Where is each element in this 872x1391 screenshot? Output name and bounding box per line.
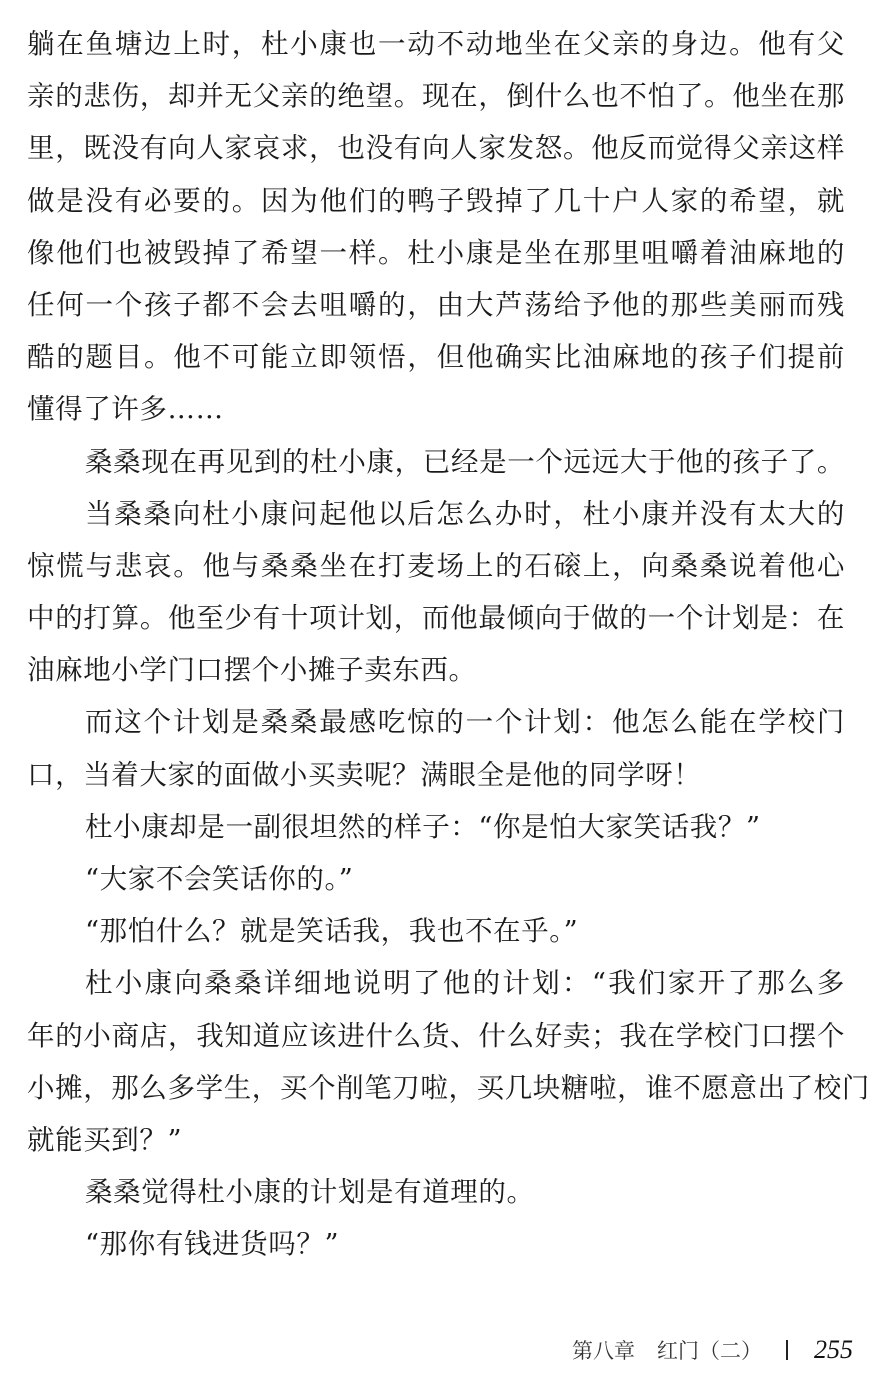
text-line: 里，既没有向人家哀求，也没有向人家发怒。他反而觉得父亲这样	[27, 132, 845, 165]
text-line: 桑桑现在再见到的杜小康，已经是一个远远大于他的孩子了。	[85, 445, 845, 478]
text-line: 小摊，那么多学生，买个削笔刀啦，买几块糖啦，谁不愿意出了校门	[27, 1071, 870, 1104]
text-line: 躺在鱼塘边上时，杜小康也一动不动地坐在父亲的身边。他有父	[27, 28, 845, 60]
text-line: 口，当着大家的面做小买卖呢？满眼全是他的同学呀！	[27, 758, 702, 791]
text-line: 像他们也被毁掉了希望一样。杜小康是坐在那里咀嚼着油麻地的	[27, 236, 845, 269]
chapter-label: 第八章	[572, 1339, 635, 1363]
page-body	[27, 18, 870, 1271]
text-line: 懂得了许多……	[27, 393, 224, 426]
text-line: 杜小康向桑桑详细地说明了他的计划：“我们家开了那么多	[85, 967, 845, 1000]
text-line: 亲的悲伤，却并无父亲的绝望。现在，倒什么也不怕了。他坐在那	[27, 80, 845, 113]
text-line: 桑桑觉得杜小康的计划是有道理的。	[85, 1176, 535, 1209]
text-line: 惊慌与悲哀。他与桑桑坐在打麦场上的石磙上，向桑桑说着他心	[27, 549, 845, 582]
text-line: 当桑桑向杜小康问起他以后怎么办时，杜小康并没有太大的	[85, 497, 845, 530]
text-line: 而这个计划是桑桑最感吃惊的一个计划：他怎么能在学校门	[85, 706, 845, 739]
footer-divider	[786, 1340, 788, 1360]
text-line: 年的小商店，我知道应该进什么货、什么好卖；我在学校门口摆个	[27, 1019, 845, 1052]
text-line: 中的打算。他至少有十项计划，而他最倾向于做的一个计划是：在	[27, 602, 845, 635]
text-line: 做是没有必要的。因为他们的鸭子毁掉了几十户人家的希望，就	[27, 184, 845, 217]
section-label: 红门（二）	[657, 1339, 762, 1363]
text-line: 就能买到？”	[27, 1123, 183, 1156]
page-number: 255	[814, 1335, 853, 1364]
text-line: “大家不会笑话你的。”	[85, 863, 354, 895]
text-line: 酷的题目。他不可能立即领悟，但他确实比油麻地的孩子们提前	[27, 341, 845, 374]
page-footer	[572, 1332, 853, 1368]
text-line: 任何一个孩子都不会去咀嚼的，由大芦荡给予他的那些美丽而残	[27, 288, 845, 321]
text-line: 油麻地小学门口摆个小摊子卖东西。	[27, 654, 477, 687]
text-line: 杜小康却是一副很坦然的样子：“你是怕大家笑话我？”	[85, 810, 761, 843]
text-line: “那你有钱进货吗？”	[85, 1228, 340, 1261]
text-line: “那怕什么？就是笑话我，我也不在乎。”	[85, 915, 579, 948]
